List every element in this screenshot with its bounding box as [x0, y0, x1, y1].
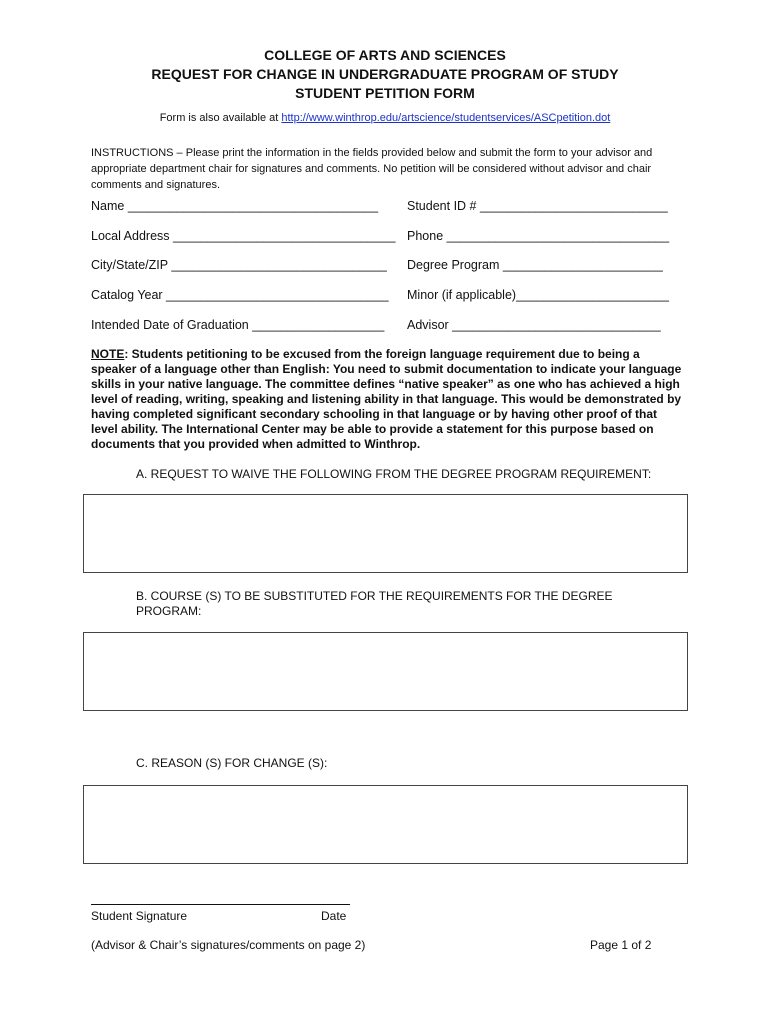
availability-line	[0, 112, 770, 124]
form-title-line-2: REQUEST FOR CHANGE IN UNDERGRADUATE PROGRAM OF STUDY	[151, 66, 619, 82]
petition-form-link[interactable]: http://www.winthrop.edu/artscience/studentservices/ASCpetition.dot	[281, 112, 611, 124]
footer-advisor-note: (Advisor & Chair’s signatures/comments on page 2)	[91, 938, 366, 952]
student-id-field[interactable]: Student ID # ___________________________	[407, 199, 668, 213]
catalog-year-field[interactable]: Catalog Year ________________________________	[91, 288, 389, 302]
form-title-line-3: STUDENT PETITION FORM	[295, 85, 475, 101]
phone-field[interactable]: Phone ________________________________	[407, 229, 670, 243]
section-c-heading: C. REASON (S) FOR CHANGE (S):	[136, 756, 328, 770]
instructions-text: INSTRUCTIONS – Please print the information in the fields provided below and submit the form to your advisor and appropriate department chair for signatures and comments. No petition will be considered without advisor and chair comments and signatures.	[91, 147, 653, 191]
page-number: Page 1 of 2	[590, 938, 652, 952]
name-field[interactable]: Name ____________________________________	[91, 199, 379, 213]
note-label: NOTE	[91, 347, 125, 361]
student-signature-label: Student Signature	[91, 909, 188, 923]
section-b-textbox[interactable]	[83, 632, 688, 711]
date-label: Date	[321, 909, 347, 923]
student-signature-line[interactable]	[91, 904, 350, 905]
section-a-heading: A. REQUEST TO WAIVE THE FOLLOWING FROM THE DEGREE PROGRAM REQUIREMENT:	[136, 467, 652, 481]
intended-graduation-field[interactable]: Intended Date of Graduation ___________________	[91, 318, 385, 332]
local-address-field[interactable]: Local Address ________________________________	[91, 229, 396, 243]
section-a-textbox[interactable]	[83, 494, 688, 573]
foreign-language-note	[91, 347, 686, 452]
availability-prefix: Form is also available at	[159, 112, 282, 124]
advisor-field[interactable]: Advisor ______________________________	[407, 318, 661, 332]
form-title-line-1: COLLEGE OF ARTS AND SCIENCES	[264, 47, 506, 63]
section-b-heading: B. COURSE (S) TO BE SUBSTITUTED FOR THE REQUIREMENTS FOR THE DEGREE PROGRAM:	[136, 589, 613, 618]
city-state-zip-field[interactable]: City/State/ZIP _______________________________	[91, 258, 387, 272]
minor-field[interactable]: Minor (if applicable)______________________	[407, 288, 670, 302]
note-text: : Students petitioning to be excused from the foreign language requirement due to being a speaker of a language other than English: You need to submit documentation to indicate your language skills in your native language. The committee defines “native speaker” as one who has achieved a high level of reading, writing, speaking and listening ability in that language. This would be demonstrated by having completed significant secondary schooling in that language or by having other proof of that level ability. The International Center may be able to provide a statement for this purpose based on documents that you provided when admitted to Winthrop.	[91, 347, 682, 451]
degree-program-field[interactable]: Degree Program _______________________	[407, 258, 663, 272]
section-c-textbox[interactable]	[83, 785, 688, 864]
